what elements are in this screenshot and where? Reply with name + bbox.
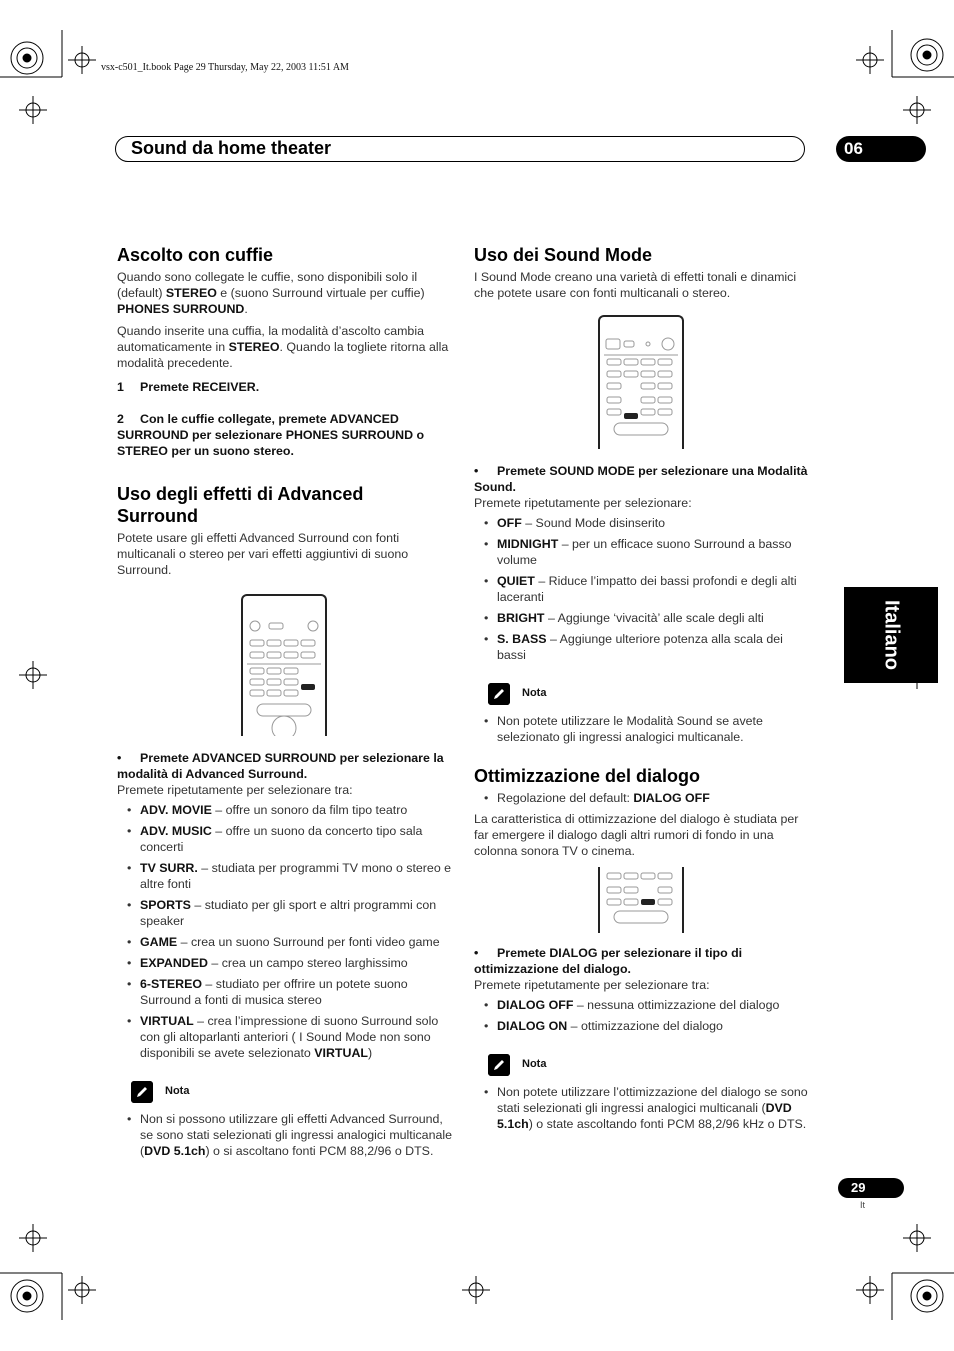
list-item: • QUIET – Riduce l’impatto dei bassi profondi e degli alti laceranti	[474, 573, 810, 605]
list-item: • SPORTS – studiato per gli sport e altri programmi con speaker	[117, 897, 457, 929]
note-list	[474, 713, 810, 745]
pencil-icon	[488, 1054, 510, 1076]
list-item: • DIALOG ON – ottimizzazione del dialogo	[474, 1018, 810, 1034]
right-column	[474, 244, 810, 1137]
note-list	[117, 1111, 453, 1159]
pencil-icon	[488, 683, 510, 705]
page-number: 29	[838, 1178, 904, 1198]
note-item: • Non si possono utilizzare gli effetti Advanced Surround, se sono stati selezionati gli ingressi analogici multicanale (DVD 5.1ch) o si ascoltano fonti PCM 88,2/96 o DTS.	[117, 1111, 453, 1159]
default-setting	[474, 790, 810, 806]
dialog-list	[474, 997, 810, 1034]
book-info: vsx-c501_It.book Page 29 Thursday, May 22, 2003 11:51 AM	[101, 62, 349, 73]
list-item: • MIDNIGHT – per un efficace suono Surround a basso volume	[474, 536, 810, 568]
page-language: It	[860, 1200, 866, 1210]
heading-dialogo: Ottimizzazione del dialogo	[474, 766, 701, 786]
note-list	[474, 1084, 810, 1132]
list-item: • DIALOG OFF – nessuna ottimizzazione del dialogo	[474, 997, 810, 1013]
pencil-icon	[131, 1081, 153, 1103]
list-item: • ADV. MUSIC – offre un suono da concerto tipo sala concerti	[117, 823, 457, 855]
remote-illustration	[474, 309, 810, 449]
list-item: • EXPANDED – crea un campo stereo larghissimo	[117, 955, 457, 971]
sound-mode-list	[474, 515, 810, 663]
language-tab-label: Italiano	[880, 599, 903, 671]
paragraph: Potete usare gli effetti Advanced Surround con fonti multicanali o stereo per vari effetti aggiuntivi di suono Surround.	[117, 531, 409, 577]
heading-ascolto-cuffie: Ascolto con cuffie	[117, 245, 274, 265]
advanced-surround-list	[117, 802, 457, 1061]
instruction-dialog: • Premete DIALOG per selezionare il tipo di ottimizzazione del dialogo.	[474, 946, 743, 976]
chapter-number: 06	[836, 136, 926, 162]
heading-advanced-surround: Uso degli effetti di Advanced Surround	[117, 484, 364, 526]
paragraph: La caratteristica di ottimizzazione del dialogo è studiata per far emergere il dialogo dagli altri rumori di fondo in una colonna sonora TV o cinema.	[474, 812, 799, 858]
heading-sound-mode: Uso dei Sound Mode	[474, 245, 652, 265]
remote-illustration	[474, 867, 810, 933]
note-header: Nota	[488, 683, 810, 705]
step-2: 2 Con le cuffie collegate, premete ADVANCED SURROUND per selezionare PHONES SURROUND o STEREO per un suono stereo.	[117, 412, 425, 458]
left-column	[117, 244, 453, 1164]
list-item: • OFF – Sound Mode disinserito	[474, 515, 810, 531]
note-item: • Non potete utilizzare l’ottimizzazione del dialogo se sono stati selezionati gli ingressi analogici multicanali (DVD 5.1ch) o state ascoltando fonti PCM 88,2/96 kHz o DTS.	[474, 1084, 810, 1132]
paragraph: Premete ripetutamente per selezionare tra:	[117, 783, 353, 797]
remote-buttons	[243, 596, 325, 736]
remote-buttons	[600, 867, 682, 931]
paragraph: Quando inserite una cuffia, la modalità d’ascolto cambia automaticamente in STEREO. Quando la togliete ritorna alla modalità precedente.	[117, 324, 449, 370]
step-1: 1 Premete RECEIVER.	[117, 380, 260, 394]
instruction-advanced-surround: • Premete ADVANCED SURROUND per selezionare la modalità di Advanced Surround.	[117, 751, 444, 781]
paragraph: Premete ripetutamente per selezionare:	[474, 496, 692, 510]
list-item: • ADV. MOVIE – offre un sonoro da film tipo teatro	[117, 802, 457, 818]
list-item: • TV SURR. – studiata per programmi TV mono o stereo e altre fonti	[117, 860, 457, 892]
list-item: • 6-STEREO – studiato per offrire un potete suono Surround a fonti di musica stereo	[117, 976, 457, 1008]
paragraph: Premete ripetutamente per selezionare tra:	[474, 978, 710, 992]
remote-buttons	[600, 317, 682, 449]
note-header: Nota	[131, 1081, 453, 1103]
list-item: • VIRTUAL – crea l’impressione di suono Surround solo con gli altoparlanti anteriori ( I Sound Mode non sono disponibili se avete selezionato VIRTUAL)	[117, 1013, 457, 1061]
language-tab	[844, 587, 938, 683]
paragraph: Quando sono collegate le cuffie, sono disponibili solo il (default) STEREO e (suono Surround virtuale per cuffie) PHONES SURROUND.	[117, 270, 425, 316]
section-title: Sound da home theater	[131, 138, 332, 158]
note-header: Nota	[488, 1054, 810, 1076]
list-item: • Regolazione del default: DIALOG OFF	[474, 790, 810, 806]
instruction-sound-mode: • Premete SOUND MODE per selezionare una Modalità Sound.	[474, 464, 808, 494]
remote-illustration	[117, 586, 453, 736]
paragraph: I Sound Mode creano una varietà di effetti tonali e dinamici che potete usare con fonti multicanali o stereo.	[474, 270, 797, 300]
note-item: • Non potete utilizzare le Modalità Sound se avete selezionato gli ingressi analogici multicanale.	[474, 713, 810, 745]
list-item: • S. BASS – Aggiunge ulteriore potenza alla scala dei bassi	[474, 631, 810, 663]
list-item: • GAME – crea un suono Surround per fonti video game	[117, 934, 457, 950]
list-item: • BRIGHT – Aggiunge ‘vivacità’ alle scale degli alti	[474, 610, 810, 626]
